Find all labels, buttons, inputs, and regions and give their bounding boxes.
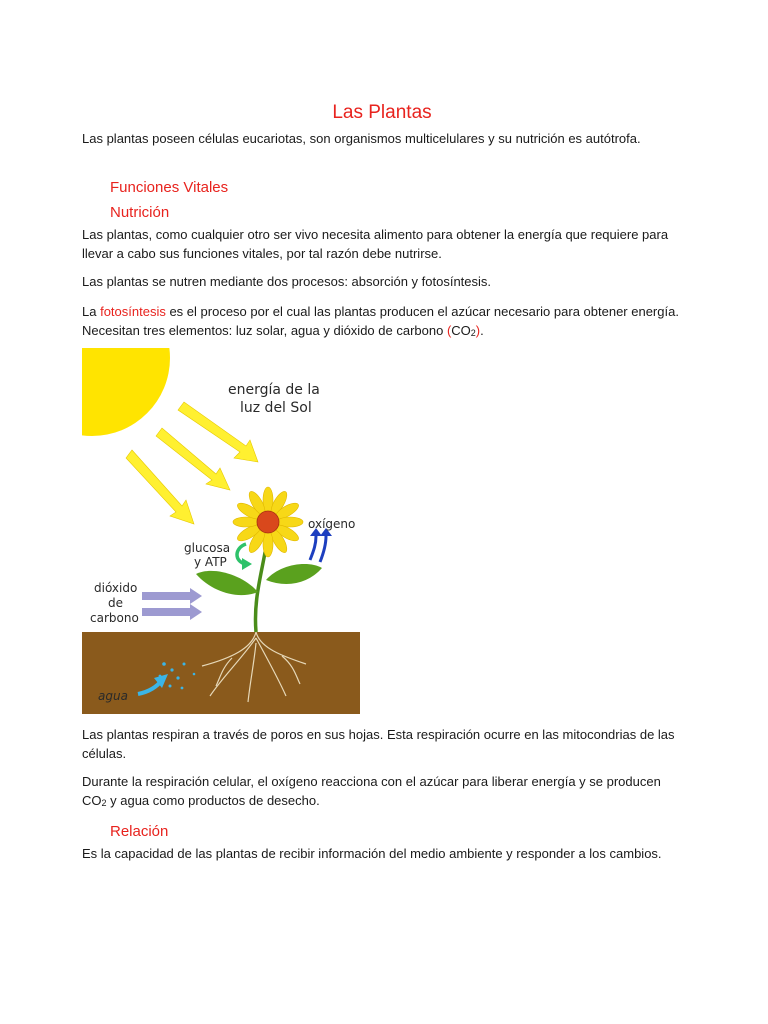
co2-formula [451, 323, 476, 338]
oxygen-label: oxígeno [308, 517, 356, 531]
water-label: agua [98, 689, 128, 703]
sunflower-center [257, 511, 279, 533]
heading-nutricion: Nutrición [110, 204, 170, 221]
co-text: CO [451, 323, 471, 338]
text-fragment: . [480, 323, 484, 338]
intro-paragraph: Las plantas poseen células eucariotas, son organismos multicelulares y su nutrición es autótrofa. [82, 131, 641, 146]
respiracion-paragraph-2 [82, 772, 682, 812]
co2-label-line2: de [108, 596, 123, 610]
page-title: Las Plantas [332, 102, 432, 123]
text-fragment: es el proceso por el cual las plantas producen el azúcar necesario para obtener energía. Necesitan tres elementos: luz solar, agua y dióxido de carbono [82, 304, 679, 338]
relacion-paragraph: Es la capacidad de las plantas de recibir información del medio ambiente y responder a los cambios. [82, 846, 662, 861]
fotosintesis-term: fotosíntesis [100, 304, 166, 319]
paren-close: ) [475, 323, 481, 338]
fotosintesis-paragraph [82, 302, 682, 342]
nutricion-paragraph-2: Las plantas se nutren mediante dos procesos: absorción y fotosíntesis. [82, 274, 492, 289]
glucose-label-line1: glucosa [184, 541, 231, 555]
text-fragment: y agua como productos de desecho. [106, 793, 320, 808]
co2-subscript: 2 [470, 328, 476, 338]
text-fragment: Durante la respiración celular, el oxígeno reacciona con el azúcar para liberar energía y se producen CO [82, 774, 661, 808]
heading-relacion: Relación [110, 823, 169, 840]
nutricion-paragraph-1: Las plantas, como cualquier otro ser vivo necesita alimento para obtener la energía que requiere para llevar a cabo sus funciones vitales, por tal razón debe nutrirse. [82, 227, 669, 261]
paren-open: ( [446, 323, 452, 338]
sunlight-label-line2: luz del Sol [240, 400, 312, 416]
heading-funciones-vitales: Funciones Vitales [110, 179, 229, 196]
respiracion-paragraph-1: Las plantas respiran a través de poros en sus hojas. Esta respiración ocurre en las mitocondrias de las células. [82, 727, 675, 761]
text-fragment: La [82, 304, 101, 319]
sunlight-label-line1: energía de la [228, 382, 320, 398]
glucose-label-line2: y ATP [194, 555, 227, 569]
co2-label-line3: carbono [90, 611, 139, 625]
photosynthesis-diagram [82, 348, 360, 714]
co2-label-line1: dióxido [94, 581, 138, 595]
co2-subscript: 2 [101, 798, 107, 808]
